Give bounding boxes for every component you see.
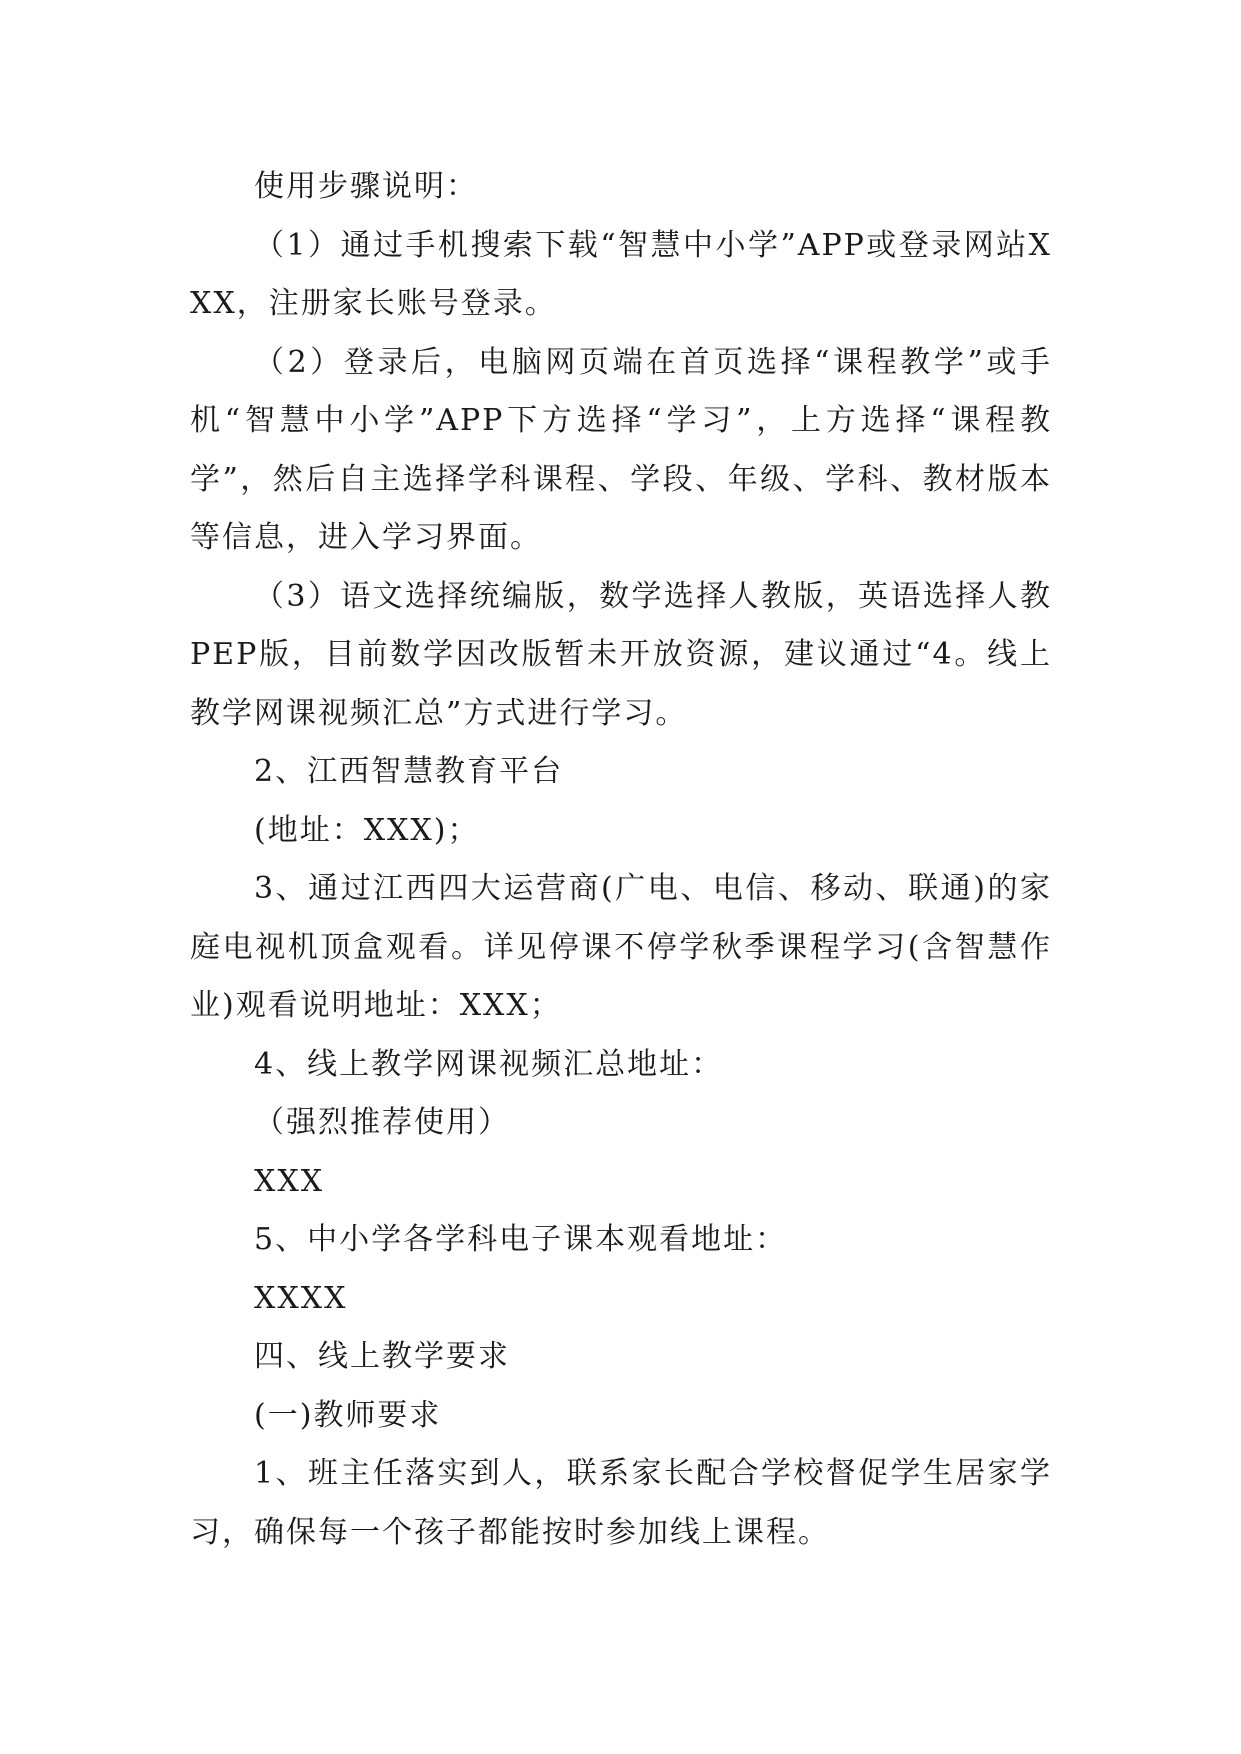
- paragraph-step-1: （1）通过手机搜索下载“智慧中小学”APP或登录网站XXX，注册家长账号登录。: [190, 227, 1052, 321]
- paragraph-platform-address: (地址：XXX)；: [254, 812, 480, 848]
- paragraph-step-2: （2）登录后，电脑网页端在首页选择“课程教学”或手机“智慧中小学”APP下方选择“学习”，上方选择“课程教学”，然后自主选择学科课程、学段、年级、学科、教材版本等信息，进入学习界面。: [190, 344, 1052, 555]
- paragraph-step-3: （3）语文选择统编版，数学选择人教版，英语选择人教PEP版，目前数学因改版暂未开放资源，建议通过“4。线上教学网课视频汇总”方式进行学习。: [190, 578, 1052, 731]
- paragraph-ebook-address: 5、中小学各学科电子课本观看地址：: [254, 1222, 788, 1257]
- subsection-heading-teacher-requirements: (一)教师要求: [254, 1397, 442, 1433]
- paragraph-tv-settop: 3、通过江西四大运营商(广电、电信、移动、联通)的家庭电视机顶盒观看。详见停课不停学秋季课程学习(含智慧作业)观看说明地址：XXX；: [190, 871, 1052, 1023]
- paragraph-video-summary-address: 4、线上教学网课视频汇总地址：: [254, 1046, 724, 1082]
- document-body: [190, 158, 1052, 1562]
- paragraph-usage-steps-heading: 使用步骤说明：: [254, 169, 478, 204]
- section-heading-online-teaching-requirements: 四、线上教学要求: [254, 1339, 510, 1374]
- paragraph-jiangxi-platform: 2、江西智慧教育平台: [254, 754, 564, 789]
- paragraph-address-xxx: XXX: [254, 1163, 325, 1199]
- paragraph-head-teacher: 1、班主任落实到人，联系家长配合学校督促学生居家学习，确保每一个孩子都能按时参加线上课程。: [190, 1456, 1052, 1550]
- paragraph-strongly-recommended: （强烈推荐使用）: [254, 1105, 510, 1140]
- paragraph-address-xxxx: XXXX: [254, 1280, 348, 1316]
